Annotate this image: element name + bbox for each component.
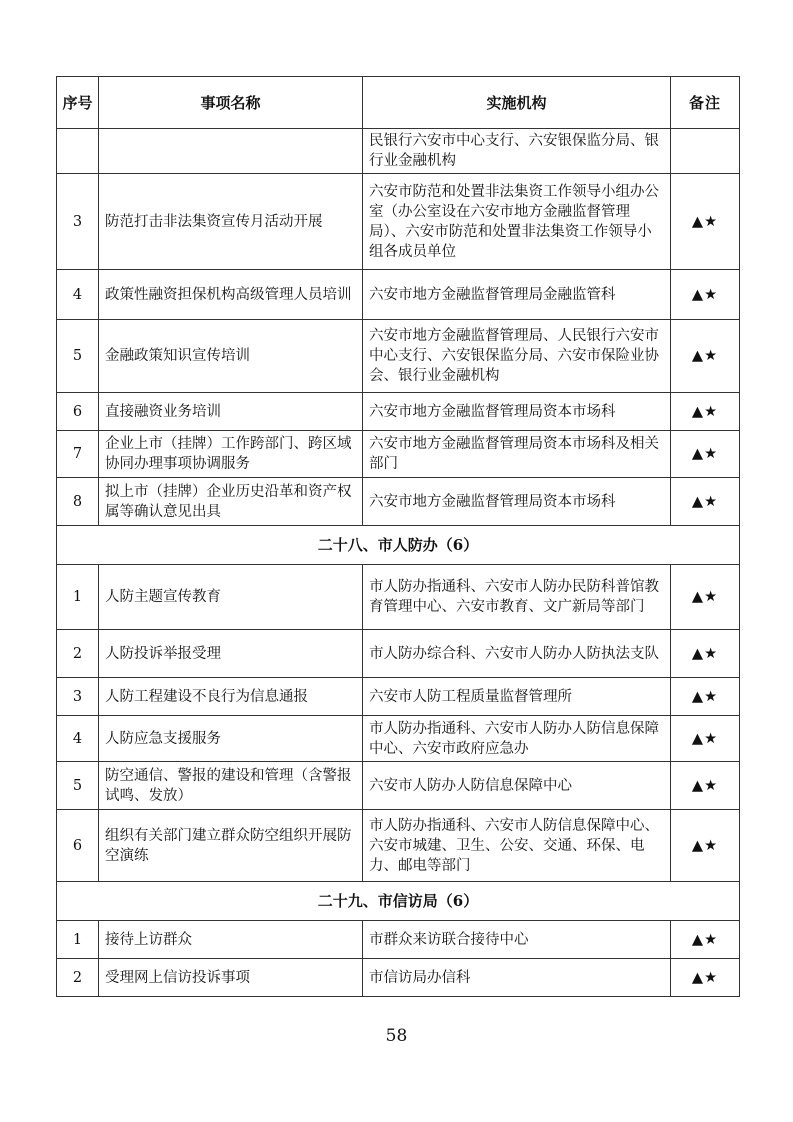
row-name: 人防应急支援服务 [99,716,363,762]
table-row [57,630,740,678]
header-name: 事项名称 [99,77,363,129]
row-note: ▲★ [671,810,740,882]
row-note: ▲★ [671,565,740,630]
section-row [57,882,740,921]
row-org: 市人防办综合科、六安市人防办人防执法支队 [363,630,671,678]
row-name: 政策性融资担保机构高级管理人员培训 [99,270,363,320]
row-name: 人防工程建设不良行为信息通报 [99,678,363,716]
row-org: 民银行六安市中心支行、六安银保监分局、银行业金融机构 [363,129,671,174]
row-no: 6 [57,810,99,882]
row-org: 市人防办指通科、六安市人防办民防科普馆教育管理中心、六安市教育、文广新局等部门 [363,565,671,630]
header-no: 序号 [57,77,99,129]
row-note: ▲★ [671,921,740,959]
section-title: 二十八、市人防办（6） [57,526,740,565]
services-table [56,76,740,997]
row-org: 六安市地方金融监督管理局资本市场科及相关部门 [363,431,671,478]
table-row [57,959,740,997]
table-row [57,565,740,630]
row-note: ▲★ [671,478,740,526]
table-row [57,478,740,526]
table-row [57,762,740,810]
table-row [57,129,740,174]
header-org: 实施机构 [363,77,671,129]
row-note: ▲★ [671,678,740,716]
row-no: 4 [57,270,99,320]
row-no: 1 [57,565,99,630]
row-note: ▲★ [671,174,740,270]
row-note: ▲★ [671,320,740,393]
row-note: ▲★ [671,762,740,810]
row-org: 六安市地方金融监督管理局、人民银行六安市中心支行、六安银保监分局、六安市保险业协会、银行业金融机构 [363,320,671,393]
row-org: 市群众来访联合接待中心 [363,921,671,959]
row-no: 8 [57,478,99,526]
row-org: 六安市地方金融监督管理局资本市场科 [363,393,671,431]
row-name: 防空通信、警报的建设和管理（含警报试鸣、发放） [99,762,363,810]
table-row [57,393,740,431]
row-name: 企业上市（挂牌）工作跨部门、跨区域协同办理事项协调服务 [99,431,363,478]
row-name: 直接融资业务培训 [99,393,363,431]
section-title: 二十九、市信访局（6） [57,882,740,921]
row-note: ▲★ [671,270,740,320]
row-name: 人防投诉举报受理 [99,630,363,678]
table-row [57,716,740,762]
row-no: 6 [57,393,99,431]
table-header-row [57,77,740,129]
row-org: 六安市人防工程质量监督管理所 [363,678,671,716]
row-name: 金融政策知识宣传培训 [99,320,363,393]
row-name: 防范打击非法集资宣传月活动开展 [99,174,363,270]
table-row [57,174,740,270]
table-row [57,320,740,393]
row-note: ▲★ [671,393,740,431]
row-note [671,129,740,174]
row-note: ▲★ [671,431,740,478]
row-org: 市人防办指通科、六安市人防信息保障中心、六安市城建、卫生、公安、交通、环保、电力、邮电等部门 [363,810,671,882]
row-name: 组织有关部门建立群众防空组织开展防空演练 [99,810,363,882]
row-no: 5 [57,762,99,810]
row-org: 六安市地方金融监督管理局金融监管科 [363,270,671,320]
row-org: 市人防办指通科、六安市人防办人防信息保障中心、六安市政府应急办 [363,716,671,762]
row-org: 六安市地方金融监督管理局资本市场科 [363,478,671,526]
row-no [57,129,99,174]
row-note: ▲★ [671,959,740,997]
row-no: 4 [57,716,99,762]
row-note: ▲★ [671,716,740,762]
row-no: 2 [57,959,99,997]
table-row [57,678,740,716]
row-org: 六安市防范和处置非法集资工作领导小组办公室（办公室设在六安市地方金融监督管理局）、六安市防范和处置非法集资工作领导小组各成员单位 [363,174,671,270]
row-no: 3 [57,678,99,716]
row-no: 7 [57,431,99,478]
table-row [57,810,740,882]
row-name: 接待上访群众 [99,921,363,959]
row-no: 3 [57,174,99,270]
row-org: 六安市人防办人防信息保障中心 [363,762,671,810]
section-row [57,526,740,565]
row-no: 2 [57,630,99,678]
row-name: 拟上市（挂牌）企业历史沿革和资产权属等确认意见出具 [99,478,363,526]
table-row [57,921,740,959]
row-no: 1 [57,921,99,959]
row-name: 受理网上信访投诉事项 [99,959,363,997]
header-note: 备注 [671,77,740,129]
row-name: 人防主题宣传教育 [99,565,363,630]
row-no: 5 [57,320,99,393]
row-org: 市信访局办信科 [363,959,671,997]
row-note: ▲★ [671,630,740,678]
page-number: 58 [385,1026,408,1046]
row-name [99,129,363,174]
table-row [57,270,740,320]
table-row [57,431,740,478]
